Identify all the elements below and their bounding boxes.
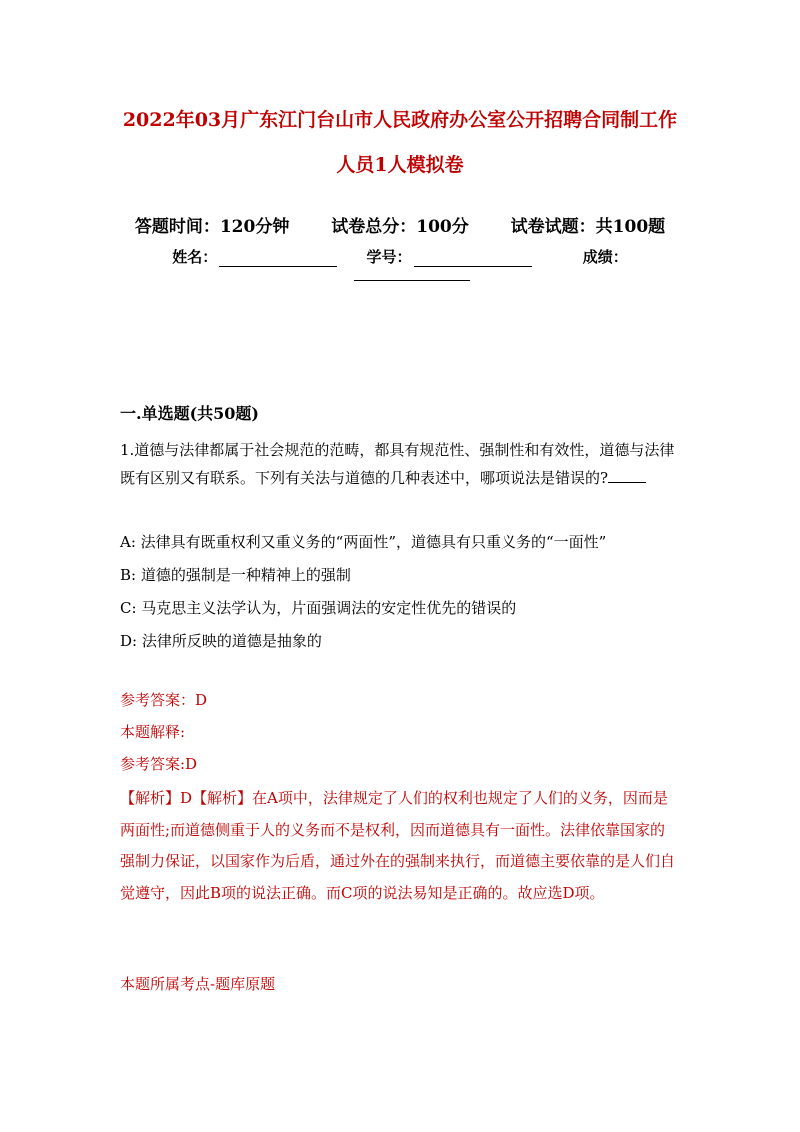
exam-time: 答题时间：120分钟 bbox=[134, 217, 290, 237]
reference-answer: 参考答案：D bbox=[120, 691, 208, 709]
score-blank[interactable] bbox=[354, 264, 470, 281]
name-blank[interactable] bbox=[219, 251, 337, 267]
question-blank bbox=[608, 466, 646, 483]
student-id-label: 学号： bbox=[366, 248, 412, 266]
question-text: 1.道德与法律都属于社会规范的范畴，都具有规范性、强制性和有效性，道德与法律既有区别又有联系。下列有关法与道德的几种表述中，哪项说法是错误的? bbox=[120, 441, 675, 487]
option-d[interactable]: D: 法律所反映的道德是抽象的 bbox=[120, 632, 322, 650]
option-c[interactable]: C: 马克思主义法学认为，片面强调法的安定性优先的错误的 bbox=[120, 599, 517, 617]
reference-answer-detail: 参考答案:D bbox=[120, 755, 198, 773]
explanation-label: 本题解释: bbox=[120, 723, 186, 741]
score-field bbox=[583, 246, 628, 267]
name-field bbox=[172, 246, 337, 267]
option-a[interactable]: A: 法律具有既重权利又重义务的“两面性”，道德具有只重义务的“一面性” bbox=[120, 533, 607, 551]
exam-title-line-1: 2022年03月广东江门台山市人民政府办公室公开招聘合同制工作 bbox=[122, 109, 678, 131]
knowledge-point: 本题所属考点-题库原题 bbox=[120, 975, 276, 993]
name-label: 姓名： bbox=[172, 248, 218, 266]
section-heading: 一.单选题(共50题) bbox=[120, 404, 259, 423]
exam-title-line-2: 人员1人模拟卷 bbox=[336, 154, 464, 176]
option-b[interactable]: B: 道德的强制是一种精神上的强制 bbox=[120, 566, 351, 584]
exam-info-row bbox=[0, 212, 800, 237]
question-stem bbox=[120, 436, 680, 492]
score-label: 成绩： bbox=[582, 248, 628, 266]
answer-analysis: 【解析】D【解析】在A项中，法律规定了人们的权利也规定了人们的义务，因而是两面性;而道德侧重于人的义务而不是权利，因而道德具有一面性。法律依靠国家的强制力保证，以国家作为后盾，通过外在的强制来执行，而道德主要依靠的是人们自觉遵守，因此B项的说法正确。而C项的说法易知是正确的。故应选D项。 bbox=[120, 789, 676, 902]
exam-total-score: 试卷总分：100分 bbox=[331, 217, 469, 237]
exam-total-questions: 试卷试题：共100题 bbox=[510, 217, 666, 237]
